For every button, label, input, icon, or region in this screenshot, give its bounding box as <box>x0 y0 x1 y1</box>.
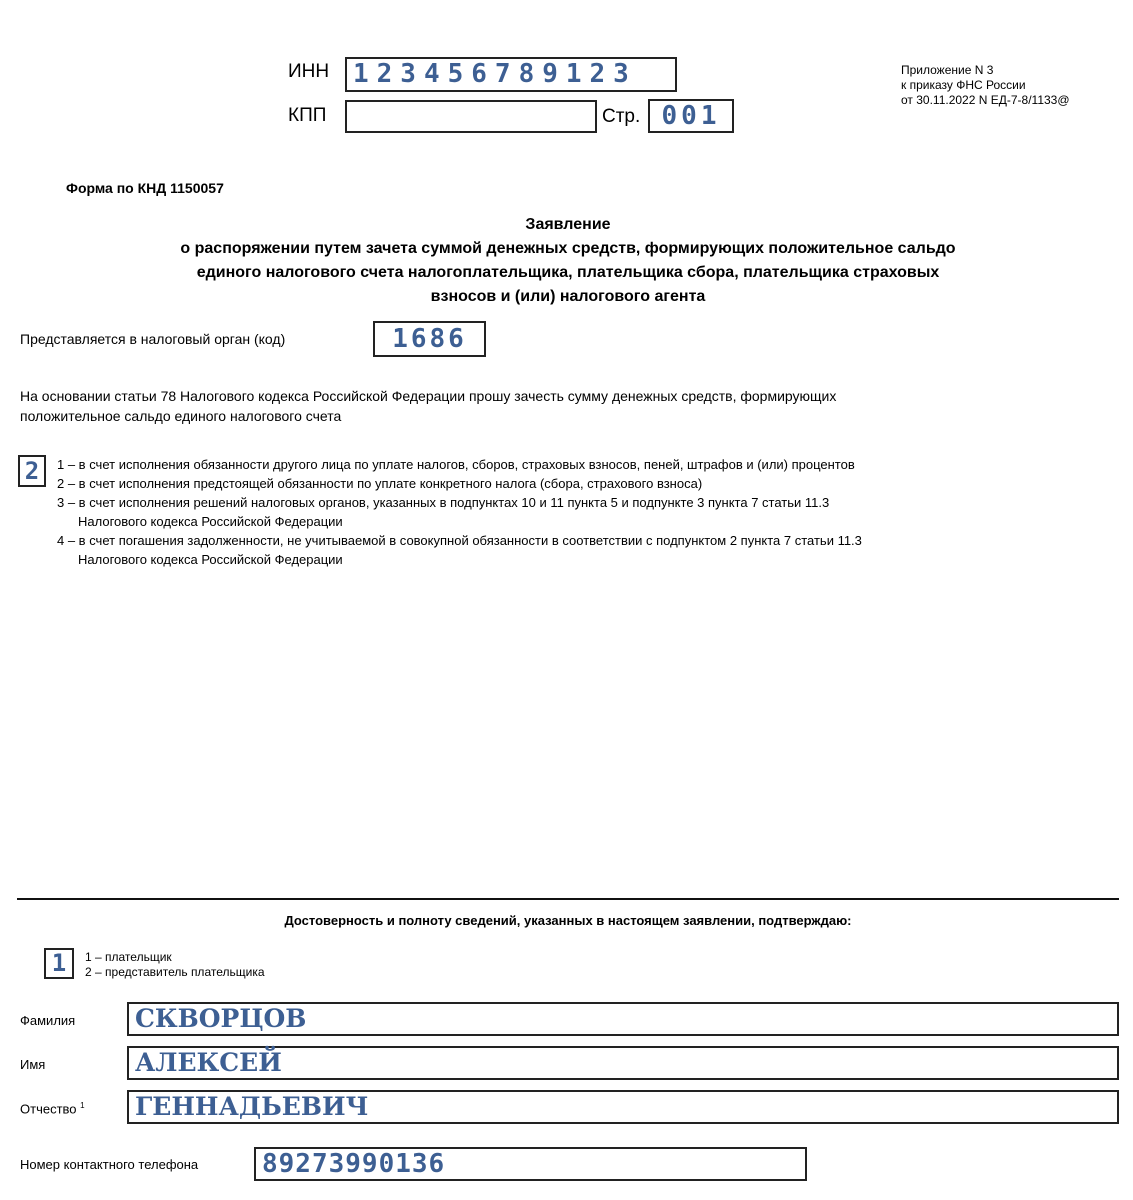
signer-option-1: 1 – плательщик <box>85 950 172 964</box>
basis-paragraph <box>20 386 1110 426</box>
form-subtitle-line-1: о распоряжении путем зачета суммой денежных средств, формирующих положительное сальдо <box>180 240 956 257</box>
patronymic-value: ГЕННАДЬЕВИЧ <box>135 1092 369 1121</box>
offset-code-value: 2 <box>24 457 40 485</box>
signer-code-field[interactable] <box>44 948 74 979</box>
surname-label: Фамилия <box>20 1013 76 1028</box>
tax-authority-code-value: 1686 <box>392 324 467 354</box>
phone-value: 89273990136 <box>262 1149 446 1179</box>
patronymic-footnote: 1 <box>80 1101 85 1110</box>
signer-options <box>85 950 265 980</box>
kpp-field[interactable] <box>345 100 597 133</box>
form-title-block <box>60 213 1076 309</box>
tax-authority-code-field[interactable] <box>373 321 486 357</box>
page-number-field[interactable] <box>648 99 734 133</box>
signer-code-value: 1 <box>51 949 67 977</box>
offset-option-3: 3 – в счет исполнения решений налоговых органов, указанных в подпунктах 10 и 11 пункта 5 и подпункте 3 пункта 7 статьи 11.3 <box>57 495 830 510</box>
appendix-note <box>901 63 1070 108</box>
offset-option-1: 1 – в счет исполнения обязанности другого лица по уплате налогов, сборов, страховых взносов, пеней, штрафов и (или) процентов <box>57 457 855 472</box>
page-label: Стр. <box>602 106 641 127</box>
name-label: Имя <box>20 1057 46 1072</box>
surname-value: СКВОРЦОВ <box>135 1004 307 1033</box>
name-field[interactable] <box>127 1046 1119 1080</box>
inn-value: 123456789123 <box>353 59 637 89</box>
offset-code-field[interactable] <box>18 455 46 487</box>
patronymic-label: Отчество <box>20 1101 77 1117</box>
appendix-line-2: к приказу ФНС России <box>901 78 1026 92</box>
inn-field[interactable] <box>345 57 677 92</box>
offset-option-2: 2 – в счет исполнения предстоящей обязанности по уплате конкретного налога (сбора, страхового взноса) <box>57 476 703 491</box>
inn-label: ИНН <box>288 61 330 82</box>
phone-label: Номер контактного телефона <box>20 1157 199 1172</box>
signer-option-2: 2 – представитель плательщика <box>85 965 265 979</box>
offset-option-4-continued: Налогового кодекса Российской Федерации <box>78 552 343 567</box>
confirmation-heading: Достоверность и полноту сведений, указанных в настоящем заявлении, подтверждаю: <box>284 913 852 928</box>
page-number-value: 001 <box>661 101 721 131</box>
basis-line-2: положительное сальдо единого налогового счета <box>20 408 342 424</box>
form-title: Заявление <box>525 216 611 233</box>
appendix-line-1: Приложение N 3 <box>901 63 994 77</box>
patronymic-field[interactable] <box>127 1090 1119 1124</box>
surname-field[interactable] <box>127 1002 1119 1036</box>
kpp-label: КПП <box>288 105 327 126</box>
basis-line-1: На основании статьи 78 Налогового кодекса Российской Федерации прошу зачесть сумму денежных средств, формирующих <box>20 388 837 404</box>
offset-option-4: 4 – в счет погашения задолженности, не учитываемой в совокупной обязанности в соответствии с подпунктом 2 пункта 7 статьи 11.3 <box>57 533 862 548</box>
name-value: АЛЕКСЕЙ <box>135 1048 282 1077</box>
tax-authority-label: Представляется в налоговый орган (код) <box>20 331 286 347</box>
section-divider <box>17 898 1119 900</box>
offset-options-list <box>57 455 1117 569</box>
form-knd: Форма по КНД 1150057 <box>66 180 224 196</box>
phone-field[interactable] <box>254 1147 807 1181</box>
form-subtitle-line-2: единого налогового счета налогоплательщика, плательщика сбора, плательщика страховых <box>196 264 940 281</box>
form-subtitle-line-3: взносов и (или) налогового агента <box>430 288 706 305</box>
offset-option-3-continued: Налогового кодекса Российской Федерации <box>78 514 343 529</box>
patronymic-label-wrap <box>20 1101 85 1116</box>
appendix-line-3: от 30.11.2022 N ЕД-7-8/1133@ <box>901 93 1070 107</box>
